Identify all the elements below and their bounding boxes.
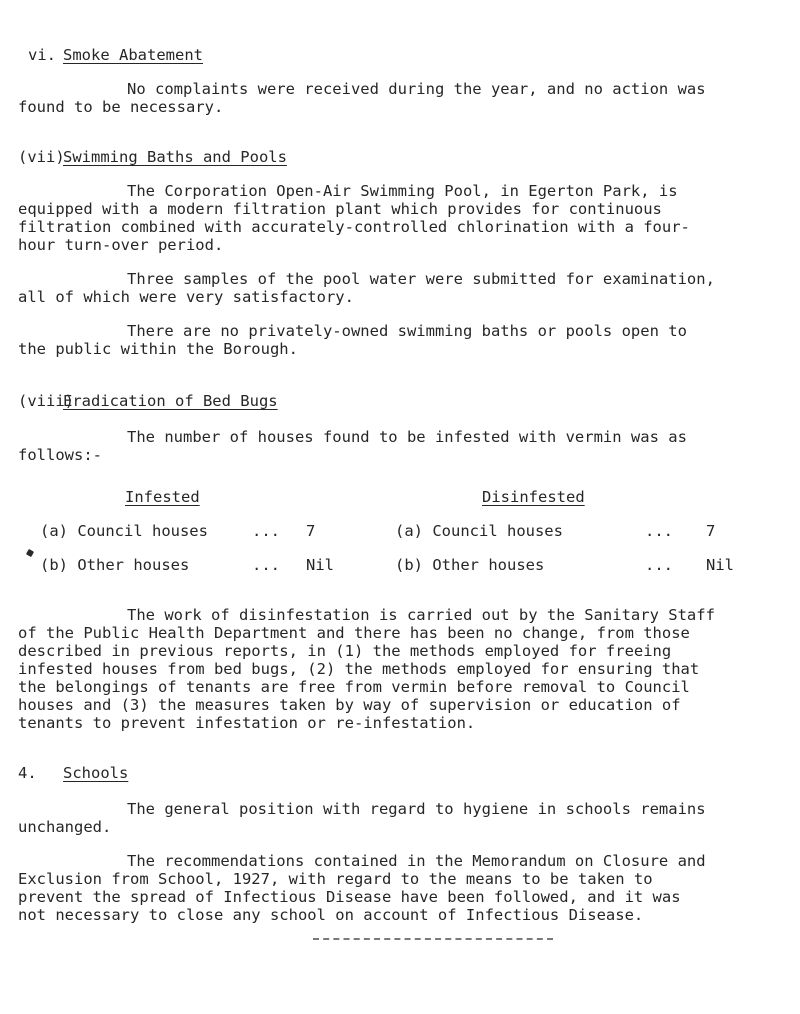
text-line: prevent the spread of Infectious Disease have been followed, and it was — [18, 888, 681, 906]
text-line: found to be necessary. — [18, 98, 224, 116]
infested-row-label: (b) Other houses — [40, 556, 190, 574]
text-line: The number of houses found to be infested with vermin was as — [127, 428, 687, 446]
text-line: infested houses from bed bugs, (2) the methods employed for ensuring that — [18, 660, 700, 678]
text-line: unchanged. — [18, 818, 112, 836]
text-line: described in previous reports, in (1) the methods employed for freeing — [18, 642, 672, 660]
disinfested-row-dots: ... — [645, 556, 673, 574]
text-line: the belongings of tenants are free from vermin before removal to Council — [18, 678, 690, 696]
section-4-number: 4. — [18, 764, 37, 782]
section-vii-heading: Swimming Baths and Pools — [63, 148, 287, 166]
text-line: all of which were very satisfactory. — [18, 288, 354, 306]
disinfested-row-value: Nil — [706, 556, 734, 574]
infested-row-dots: ... — [252, 556, 280, 574]
text-line: The recommendations contained in the Memorandum on Closure and — [127, 852, 706, 870]
section-vi-heading: Smoke Abatement — [63, 46, 203, 64]
text-line: No complaints were received during the year, and no action was — [127, 80, 706, 98]
end-divider — [313, 938, 553, 940]
infested-heading: Infested — [125, 488, 200, 506]
section-4-heading: Schools — [63, 764, 129, 782]
section-vii-number: (vii) — [18, 148, 65, 166]
text-line: There are no privately-owned swimming baths or pools open to — [127, 322, 687, 340]
text-line: Three samples of the pool water were submitted for examination, — [127, 270, 715, 288]
text-line: equipped with a modern filtration plant which provides for continuous — [18, 200, 662, 218]
text-line: of the Public Health Department and there has been no change, from those — [18, 624, 690, 642]
section-vi-number: vi. — [28, 46, 56, 64]
disinfested-heading: Disinfested — [482, 488, 585, 506]
text-line: follows:- — [18, 446, 102, 464]
text-line: The general position with regard to hygiene in schools remains — [127, 800, 706, 818]
text-line: houses and (3) the measures taken by way of supervision or education of — [18, 696, 681, 714]
text-line: The Corporation Open-Air Swimming Pool, in Egerton Park, is — [127, 182, 678, 200]
text-line: filtration combined with accurately-controlled chlorination with a four- — [18, 218, 690, 236]
text-line: Exclusion from School, 1927, with regard to the means to be taken to — [18, 870, 653, 888]
section-viii-heading: Eradication of Bed Bugs — [63, 392, 278, 410]
text-line: tenants to prevent infestation or re-infestation. — [18, 714, 476, 732]
disinfested-row-dots: ... — [645, 522, 673, 540]
text-line: not necessary to close any school on account of Infectious Disease. — [18, 906, 644, 924]
infested-row-label: (a) Council houses — [40, 522, 208, 540]
infested-row-value: Nil — [306, 556, 334, 574]
text-line: hour turn-over period. — [18, 236, 224, 254]
text-line: the public within the Borough. — [18, 340, 298, 358]
text-line: The work of disinfestation is carried out by the Sanitary Staff — [127, 606, 715, 624]
disinfested-row-value: 7 — [706, 522, 716, 540]
scan-mark — [26, 549, 34, 557]
disinfested-row-label: (b) Other houses — [395, 556, 545, 574]
infested-row-dots: ... — [252, 522, 280, 540]
disinfested-row-label: (a) Council houses — [395, 522, 563, 540]
section-viii-number: (viii) — [18, 392, 74, 410]
infested-row-value: 7 — [306, 522, 316, 540]
